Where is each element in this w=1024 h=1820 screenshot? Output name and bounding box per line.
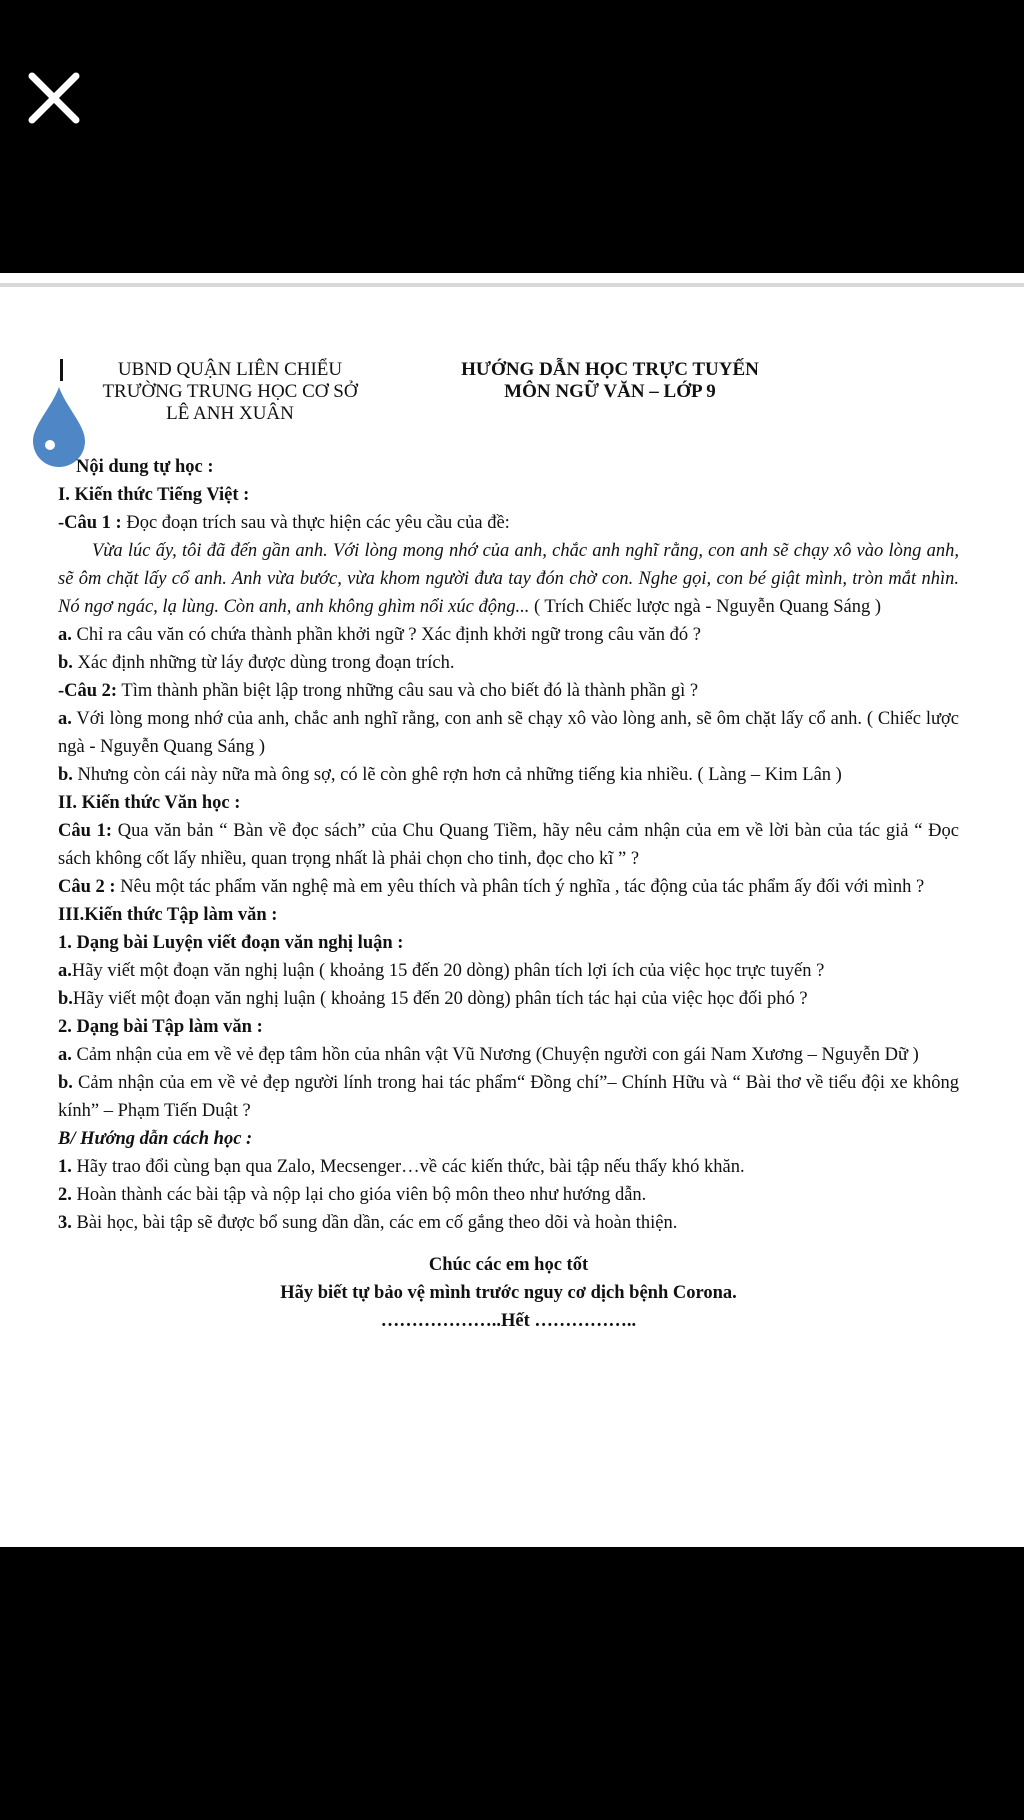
task-type-2: 2. Dạng bài Tập làm văn : xyxy=(58,1017,263,1037)
guide-2: 2. Hoàn thành các bài tập và nộp lại cho gióa viên bộ môn theo như hướng dẫn. xyxy=(58,1185,647,1205)
task-type-1: 1. Dạng bài Luyện viết đoạn văn nghị luận : xyxy=(58,933,404,953)
question-1b: b. Xác định những từ láy được dùng trong đoạn trích. xyxy=(58,653,455,673)
school-name: LÊ ANH XUÂN xyxy=(166,403,294,424)
doc-title: HƯỚNG DẪN HỌC TRỰC TUYẾN xyxy=(461,359,759,380)
text-cursor-bar xyxy=(60,359,63,381)
district-name: UBND QUẬN LIÊN CHIỂU xyxy=(117,359,343,380)
closing-wish: Chúc các em học tốt xyxy=(428,1255,589,1275)
header-left xyxy=(60,359,400,425)
end-marker: ………………..Hết …………….. xyxy=(380,1311,637,1331)
section-title: Nội dung tự học : xyxy=(76,457,214,477)
close-icon xyxy=(24,68,84,128)
subject-title: MÔN NGỮ VĂN – LỚP 9 xyxy=(504,381,716,402)
document-body xyxy=(58,453,959,1335)
header-right xyxy=(400,359,820,403)
literature-question-1: Câu 1: Qua văn bản “ Bàn về đọc sách” của Chu Quang Tiềm, hãy nêu cảm nhận của em về lời bàn của tác giả “ Đọc sách không cốt lấy nhiều, quan trọng nhất là phải chọn cho tinh, đọc cho kĩ ” ? xyxy=(58,821,959,869)
task-1b: b.Hãy viết một đoạn văn nghị luận ( khoảng 15 đến 20 dòng) phân tích tác hại của việc học đối phó ? xyxy=(58,989,808,1009)
section-heading-3: III.Kiến thức Tập làm văn : xyxy=(58,905,278,925)
close-button[interactable] xyxy=(24,68,84,128)
task-2a: a. Cảm nhận của em về vẻ đẹp tâm hồn của nhân vật Vũ Nương (Chuyện người con gái Nam Xương – Nguyễn Dữ ) xyxy=(58,1045,919,1065)
closing-advice: Hãy biết tự bảo vệ mình trước nguy cơ dịch bệnh Corona. xyxy=(280,1283,737,1303)
question-1a: a. Chỉ ra câu văn có chứa thành phần khởi ngữ ? Xác định khởi ngữ trong câu văn đó ? xyxy=(58,625,702,645)
question-2: -Câu 2: Tìm thành phần biệt lập trong những câu sau và cho biết đó là thành phần gì ? xyxy=(58,681,699,701)
question-2b: b. Nhưng còn cái này nữa mà ông sợ, có lẽ còn ghê rợn hơn cả những tiếng kia nhiều. ( Làng – Kim Lân ) xyxy=(58,765,842,785)
task-1a: a.Hãy viết một đoạn văn nghị luận ( khoảng 15 đến 20 dòng) phân tích lợi ích của việc học trực tuyến ? xyxy=(58,961,825,981)
section-heading-2: II. Kiến thức Văn học : xyxy=(58,793,241,813)
literature-question-2: Câu 2 : Nêu một tác phẩm văn nghệ mà em yêu thích và phân tích ý nghĩa , tác động của tác phẩm ấy đối với mình ? xyxy=(58,877,925,897)
excerpt: Vừa lúc ấy, tôi đã đến gần anh. Với lòng mong nhớ của anh, chắc anh nghĩ rằng, con anh sẽ chạy xô vào lòng anh, sẽ ôm chặt lấy cổ anh. Anh vừa bước, vừa khom người đưa tay đón chờ con. Nghe gọi, con bé giật mình, tròn mắt nhìn. Nó ngơ ngác, lạ lùng. Còn anh, anh không ghìm nổi xúc động... ( Trích Chiếc lược ngà - Nguyễn Quang Sáng ) xyxy=(58,541,959,617)
spacer xyxy=(58,1237,959,1251)
section-heading-b: B/ Hướng dẫn cách học : xyxy=(58,1129,253,1149)
question-2a: a. Với lòng mong nhớ của anh, chắc anh nghĩ rằng, con anh sẽ chạy xô vào lòng anh, sẽ ôm chặt lấy cổ anh. ( Chiếc lược ngà - Nguyễn Quang Sáng ) xyxy=(58,709,959,757)
page-divider xyxy=(0,283,1024,287)
guide-3: 3. Bài học, bài tập sẽ được bổ sung dần dần, các em cố gắng theo dõi và hoàn thiện. xyxy=(58,1213,678,1233)
school-type: TRƯỜNG TRUNG HỌC CƠ SỞ xyxy=(102,381,358,402)
guide-1: 1. Hãy trao đổi cùng bạn qua Zalo, Mecsenger…về các kiến thức, bài tập nếu thấy khó khăn. xyxy=(58,1157,745,1177)
section-heading-1: I. Kiến thức Tiếng Việt : xyxy=(58,485,250,505)
document-page xyxy=(0,273,1024,1547)
question-1: -Câu 1 : Đọc đoạn trích sau và thực hiện các yêu cầu của đề: xyxy=(58,513,510,533)
task-2b: b. Cảm nhận của em về vẻ đẹp người lính trong hai tác phẩm“ Đồng chí”– Chính Hữu và “ Bài thơ về tiểu đội xe không kính” – Phạm Tiến Duật ? xyxy=(58,1073,959,1121)
